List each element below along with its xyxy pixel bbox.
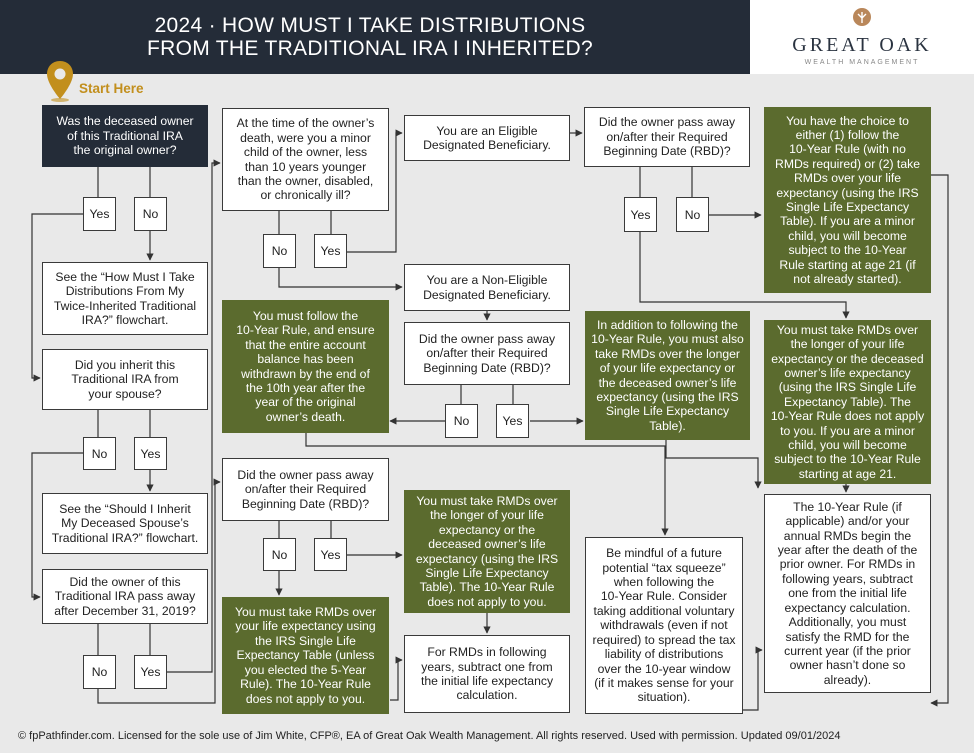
question-rbd-pre-2020: Did the owner pass away on/after their Required Beginning Date (RBD)? <box>222 458 389 521</box>
ten-year-rule-box: You must follow the 10-Year Rule, and ensure that the entire account balance has been withdrawn by the end of the 10th year after the year of the original owner’s death. <box>222 300 389 433</box>
location-pin-icon <box>45 59 75 103</box>
see-spouse-flowchart: See the “Should I Inherit My Deceased Spouse’s Traditional IRA?” flowchart. <box>42 493 208 554</box>
rmds-begin-box: The 10-Year Rule (if applicable) and/or your annual RMDs begin the year after the death of the prior owner. For RMDs in following years, subtract one from the initial life expectancy calculation. Additionally, you must satisfy the RMD for the current year (if the prior owner hasn’t done so already). <box>764 494 931 693</box>
eligible-designated-box: You are an Eligible Designated Beneficiary. <box>404 115 570 161</box>
non-eligible-designated-box: You are a Non-Eligible Designated Beneficiary. <box>404 264 570 311</box>
question-eligible-beneficiary: At the time of the owner’s death, were you a minor child of the owner, less than 10 years younger than the owner, disabled, or chronically ill? <box>222 108 389 211</box>
rmds-longer-life-box: You must take RMDs over the longer of your life expectancy or the deceased owner’s life expectancy (using the IRS Single Life Expectancy Table). The 10-Year Rule does not apply to you. <box>404 490 570 613</box>
yes-label: Yes <box>83 197 116 231</box>
question-died-after-2019: Did the owner of this Traditional IRA pass away after December 31, 2019? <box>42 569 208 624</box>
yes-label: Yes <box>624 197 657 232</box>
choice-box: You have the choice to either (1) follow the 10-Year Rule (with no RMDs required) or (2) take RMDs over your life expectancy (using the IRS Single Life Expectancy Table). If you are a minor child, you will become subject to the 10-Year Rule starting at age 21 (if not already started). <box>764 107 931 293</box>
no-label: No <box>445 404 478 438</box>
rmds-longer-life-right-box: You must take RMDs over the longer of your life expectancy or the deceased owner’s life expectancy (using the IRS Single Life Expectancy Table). The 10-Year Rule does not apply to you. If you are a minor child, you will become subject to the 10-Year Rule starting at age 21. <box>764 320 931 484</box>
brand-subtitle: WEALTH MANAGEMENT <box>804 59 920 66</box>
question-inherited-from-spouse: Did you inherit this Traditional IRA from your spouse? <box>42 349 208 410</box>
yes-label: Yes <box>314 538 347 571</box>
question-rbd-non-eligible: Did the owner pass away on/after their Required Beginning Date (RBD)? <box>404 322 570 385</box>
ten-year-plus-rmds-box: In addition to following the 10-Year Rule, you must also take RMDs over the longer of your life expectancy or the deceased owner’s life expectancy (using the IRS Single Life Expectancy Table). <box>585 311 750 440</box>
no-label: No <box>263 538 296 571</box>
no-label: No <box>263 234 296 268</box>
no-label: No <box>83 655 116 689</box>
brand-name: GREAT OAK <box>792 34 932 56</box>
question-rbd-eligible: Did the owner pass away on/after their Required Beginning Date (RBD)? <box>584 107 750 167</box>
yes-label: Yes <box>134 437 167 470</box>
yes-label: Yes <box>134 655 167 689</box>
no-label: No <box>134 197 167 231</box>
start-here-label: Start Here <box>79 81 144 96</box>
tax-squeeze-box: Be mindful of a future potential “tax squeeze” when following the 10-Year Rule. Consider taking additional voluntary withdrawals (even if not required) to spread the tax liability of distributions over the 10-year window (if it makes sense for your situation). <box>585 537 743 714</box>
question-original-owner: Was the deceased owner of this Traditional IRA the original owner? <box>42 105 208 167</box>
yes-label: Yes <box>496 404 529 438</box>
yes-label: Yes <box>314 234 347 268</box>
no-label: No <box>83 437 116 470</box>
footer-copyright: © fpPathfinder.com. Licensed for the sole use of Jim White, CFP®, EA of Great Oak Wealth Management. All rights reserved. Used with permission. Updated 09/01/2024 <box>18 730 841 742</box>
subtract-one-box: For RMDs in following years, subtract one from the initial life expectancy calculation. <box>404 635 570 713</box>
see-twice-inherited-flowchart: See the “How Must I Take Distributions From My Twice-Inherited Traditional IRA?” flowchart. <box>42 262 208 335</box>
no-label: No <box>676 197 709 232</box>
rmds-life-expectancy-box: You must take RMDs over your life expectancy using the IRS Single Life Expectancy Table (unless you elected the 5-Year Rule). The 10-Year Rule does not apply to you. <box>222 597 389 714</box>
page-title: 2024 · HOW MUST I TAKE DISTRIBUTIONS FROM THE TRADITIONAL IRA I INHERITED? <box>147 14 593 60</box>
